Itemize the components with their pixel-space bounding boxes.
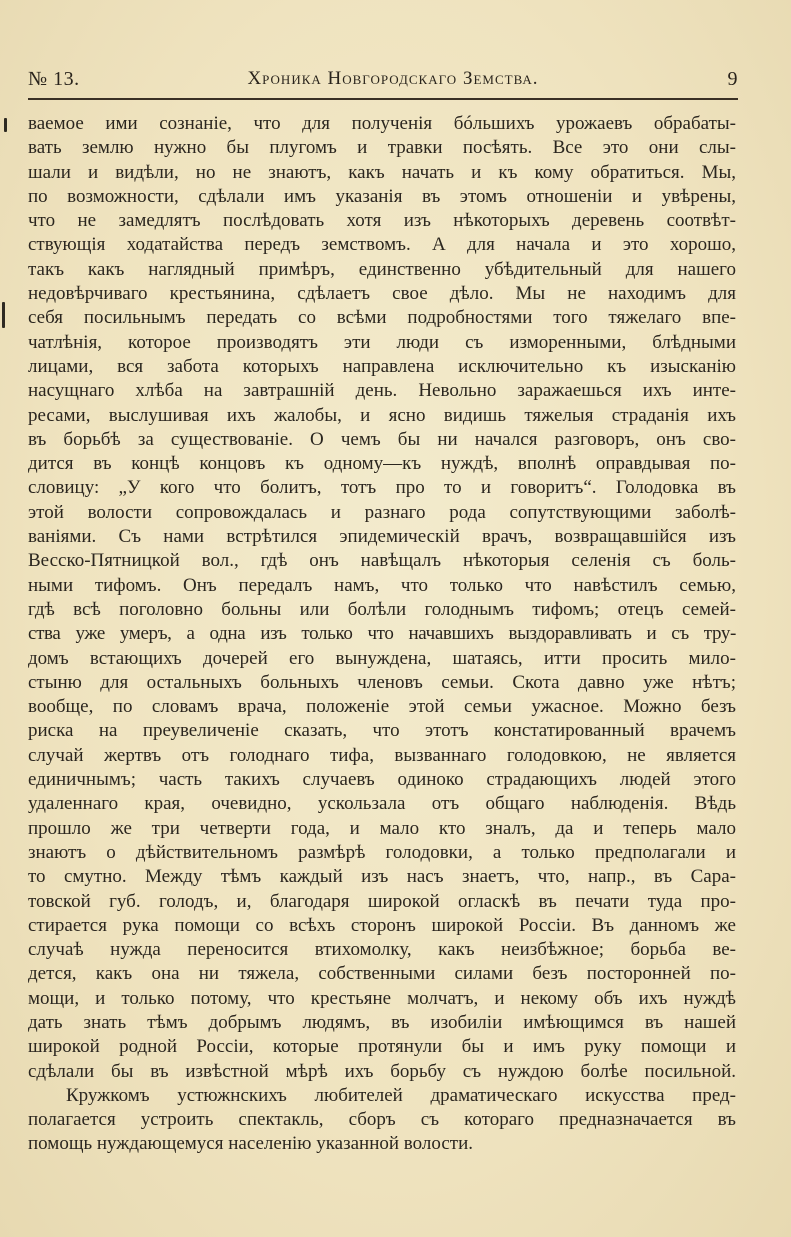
running-header	[28, 62, 738, 92]
text-line: стыню для остальныхъ больныхъ членовъ семьи. Скота давно уже нѣтъ;	[28, 671, 736, 693]
text-line: случай жертвъ отъ голоднаго тифа, вызваннаго голодовкою, не является	[28, 744, 736, 766]
text-line: въ борьбѣ за существованіе. О чемъ бы ни начался разговоръ, онъ сво-	[28, 428, 736, 450]
text-line: себя посильнымъ передать со всѣми подробностями того тяжелаго впе-	[28, 307, 736, 329]
text-line: такъ какъ наглядный примѣръ, единственно убѣдительный для нашего	[28, 258, 736, 280]
header-rule	[28, 98, 738, 100]
text-line: ресами, выслушивая ихъ жалобы, и ясно видишь тяжелыя страданія ихъ	[28, 404, 736, 426]
text-line: Кружкомъ устюжнскихъ любителей драматическаго искусства пред-	[66, 1084, 736, 1106]
text-line: знаютъ о дѣйствительномъ размѣрѣ голодовки, а только предполагали и	[28, 841, 736, 863]
text-line: мощи, и только потому, что крестьяне молчатъ, и некому объ ихъ нуждѣ	[28, 987, 736, 1009]
text-line: домъ встающихъ дочерей его вынуждена, шатаясь, итти просить мило-	[28, 647, 736, 669]
margin-mark	[4, 118, 7, 132]
text-line: помощь нуждающемуся населенію указанной волости.	[28, 1133, 473, 1155]
text-line: полагается устроить спектакль, сборъ съ котораго предназначается въ	[28, 1109, 736, 1131]
text-line: ваніями. Съ нами встрѣтился эпидемическій врачъ, возвращавшійся изъ	[28, 526, 736, 548]
text-line: единичнымъ; часть такихъ случаевъ одиноко страдающихъ людей этого	[28, 769, 736, 791]
text-line: словицу: „У кого что болитъ, тотъ про то и говоритъ“. Голодовка въ	[28, 477, 736, 499]
text-line: дется, какъ она ни тяжела, собственными силами безъ посторонней по-	[28, 963, 736, 985]
text-line: шали и видѣли, но не знаютъ, какъ начать и къ кому обратиться. Мы,	[28, 161, 736, 183]
article-body	[28, 112, 736, 1157]
text-line: дать знать тѣмъ добрымъ людямъ, въ изобиліи имѣющимся въ нашей	[28, 1011, 736, 1033]
text-line: то смутно. Между тѣмъ каждый изъ насъ знаетъ, что, напр., въ Сара-	[28, 866, 736, 888]
text-line: гдѣ всѣ поголовно больны или болѣли голоднымъ тифомъ; отецъ семей-	[28, 598, 736, 620]
text-line: недовѣрчиваго крестьянина, сдѣлаетъ свое дѣло. Мы не находимъ для	[28, 283, 736, 305]
text-line: удаленнаго края, очевидно, ускользала отъ общаго наблюденія. Вѣдь	[28, 793, 736, 815]
page-number: 9	[727, 68, 738, 90]
text-line: прошло же три четверти года, и мало кто зналъ, да и теперь мало	[28, 817, 736, 839]
journal-title: Хроника Новгородскаго Земства.	[247, 68, 539, 89]
text-line: риска на преувеличеніе сказать, что этотъ констатированный врачемъ	[28, 720, 736, 742]
text-line: случаѣ нужда переносится втихомолку, какъ неизбѣжное; борьба ве-	[28, 939, 736, 961]
issue-number: № 13.	[28, 68, 80, 90]
text-line: насущнаго хлѣба на завтрашній день. Невольно заражаешься ихъ инте-	[28, 380, 736, 402]
text-line: Весско-Пятницкой вол., гдѣ онъ навѣщалъ нѣкоторыя селенія съ боль-	[28, 550, 736, 572]
text-line: по возможности, сдѣлали имъ указанія въ этомъ отношеніи и увѣрены,	[28, 185, 736, 207]
text-line: вать землю нужно бы плугомъ и травки посѣять. Все это они слы-	[28, 137, 736, 159]
text-line: широкой родной Россіи, которые протянули бы и имъ руку помощи и	[28, 1036, 736, 1058]
text-line: что не замедлятъ послѣдовать хотя изъ нѣкоторыхъ деревень соотвѣт-	[28, 210, 736, 232]
text-line: чатлѣнія, которое производятъ эти люди съ изморенными, блѣдными	[28, 331, 736, 353]
text-line: ствующія ходатайства передъ земствомъ. А для начала и это хорошо,	[28, 234, 736, 256]
text-line: ными тифомъ. Онъ передалъ намъ, что только что навѣстилъ семью,	[28, 574, 736, 596]
text-line: ваемое ими сознаніе, что для полученія бóльшихъ урожаевъ обрабаты-	[28, 113, 736, 134]
text-line: стирается рука помощи со всѣхъ сторонъ широкой Россіи. Въ данномъ же	[28, 914, 736, 936]
text-line: ства уже умеръ, а одна изъ только что начавшихъ выздоравливать и съ тру-	[28, 623, 736, 645]
text-line: лицами, вся забота которыхъ направлена исключительно къ изысканію	[28, 355, 736, 377]
text-line: этой волости сопровождалась и разнаго рода сопутствующими заболѣ-	[28, 501, 736, 523]
text-line: вообще, по словамъ врача, положеніе этой семьи ужасное. Можно безъ	[28, 696, 736, 718]
text-line: дится въ концѣ концовъ къ одному—къ нуждѣ, вполнѣ оправдывая по-	[28, 453, 736, 475]
text-line: товской губ. голодъ, и, благодаря широкой огласкѣ въ печати туда про-	[28, 890, 736, 912]
text-line: сдѣлали бы въ извѣстной мѣрѣ ихъ борьбу съ нуждою болѣе посильной.	[28, 1060, 736, 1082]
margin-mark	[2, 302, 5, 328]
